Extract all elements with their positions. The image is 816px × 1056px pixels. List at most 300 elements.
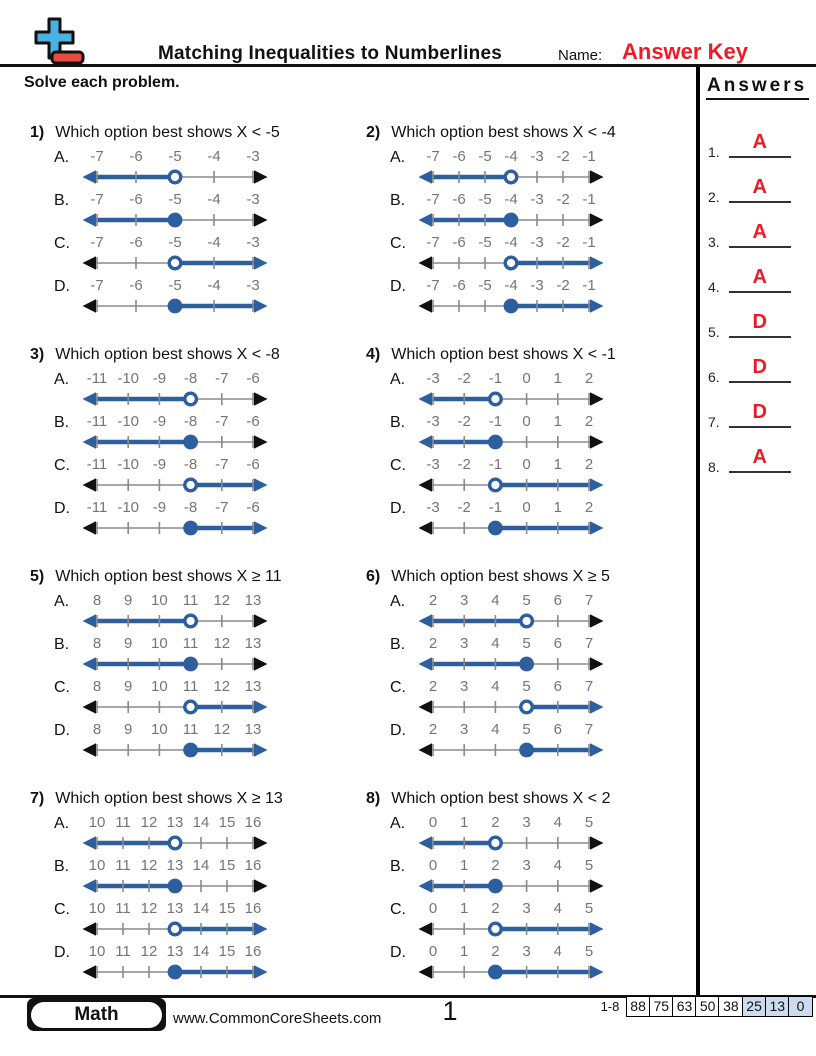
svg-text:-1: -1	[582, 277, 596, 294]
answer-item	[706, 203, 809, 248]
svg-text:-7: -7	[215, 413, 229, 430]
svg-text:16: 16	[244, 814, 262, 831]
main-area	[0, 67, 816, 995]
svg-text:-6: -6	[452, 277, 466, 294]
problem-question-line	[30, 568, 366, 586]
svg-text:-6: -6	[246, 456, 260, 473]
svg-text:4: 4	[491, 721, 500, 738]
svg-text:-8: -8	[183, 413, 198, 430]
svg-text:-1: -1	[582, 234, 596, 251]
answer-blank	[729, 132, 791, 158]
problem-question: Which option best shows X < -8	[55, 346, 280, 363]
svg-text:2: 2	[428, 635, 438, 652]
answer-letter: D	[752, 356, 767, 378]
answer-item	[706, 383, 809, 428]
problem	[30, 338, 366, 560]
svg-text:12: 12	[213, 592, 231, 609]
svg-text:-3: -3	[246, 191, 260, 208]
score-cell: 0	[788, 996, 813, 1017]
svg-text:0: 0	[428, 814, 438, 831]
svg-text:5: 5	[522, 592, 531, 609]
svg-text:10: 10	[151, 635, 168, 652]
svg-text:-2: -2	[457, 456, 471, 473]
svg-text:-2: -2	[556, 191, 570, 208]
svg-text:-5: -5	[168, 277, 182, 294]
option-letter: A.	[54, 815, 70, 832]
svg-text:2: 2	[428, 592, 438, 609]
svg-text:5: 5	[522, 635, 531, 652]
svg-text:5: 5	[584, 943, 594, 960]
answer-letter: A	[752, 221, 767, 243]
svg-text:0: 0	[428, 857, 438, 874]
option-letter: B.	[390, 192, 406, 209]
number-line	[416, 147, 606, 189]
svg-text:7: 7	[584, 592, 594, 609]
svg-text:3: 3	[522, 814, 531, 831]
answer-option	[30, 455, 366, 498]
svg-text:11: 11	[182, 721, 199, 738]
svg-text:-5: -5	[168, 148, 182, 165]
number-line	[416, 233, 606, 275]
svg-text:-6: -6	[246, 370, 260, 387]
svg-text:-10: -10	[117, 413, 140, 430]
number-line	[416, 455, 606, 497]
problem-question-line	[30, 346, 366, 364]
svg-text:7: 7	[584, 635, 594, 652]
problem	[30, 116, 366, 338]
svg-text:-2: -2	[457, 370, 471, 387]
svg-text:2: 2	[584, 413, 594, 430]
svg-text:-7: -7	[90, 191, 104, 208]
answer-blank	[729, 177, 791, 203]
svg-text:12: 12	[140, 900, 158, 917]
answer-item	[706, 113, 809, 158]
option-letter: C.	[390, 457, 406, 474]
answer-option	[30, 899, 366, 942]
svg-text:1: 1	[460, 943, 469, 960]
number-line	[80, 233, 270, 275]
svg-text:-6: -6	[452, 234, 466, 251]
svg-text:10: 10	[151, 678, 168, 695]
option-letter: D.	[390, 722, 406, 739]
svg-text:13: 13	[244, 592, 262, 609]
score-cell: 88	[626, 996, 651, 1017]
number-line	[416, 720, 606, 762]
answer-number: 4.	[708, 279, 720, 295]
number-line	[416, 677, 606, 719]
svg-text:-7: -7	[90, 148, 104, 165]
svg-text:5: 5	[584, 857, 594, 874]
svg-text:15: 15	[218, 943, 236, 960]
problem-question: Which option best shows X < -4	[391, 124, 616, 141]
option-letter: C.	[54, 235, 70, 252]
svg-text:9: 9	[124, 592, 133, 609]
svg-text:1: 1	[553, 456, 562, 473]
svg-text:11: 11	[182, 678, 199, 695]
problem-number: 4)	[366, 346, 381, 363]
svg-text:14: 14	[192, 943, 210, 960]
svg-text:3: 3	[460, 721, 469, 738]
svg-text:-3: -3	[530, 191, 544, 208]
svg-text:1: 1	[553, 499, 562, 516]
number-line	[80, 591, 270, 633]
number-line	[416, 498, 606, 540]
problem-question: Which option best shows X ≥ 11	[55, 568, 282, 585]
number-line	[80, 276, 270, 318]
option-letter: D.	[54, 278, 70, 295]
svg-text:13: 13	[166, 857, 184, 874]
number-line	[80, 147, 270, 189]
answer-option	[30, 276, 366, 319]
answer-blank	[729, 447, 791, 473]
svg-text:-7: -7	[215, 456, 229, 473]
svg-text:-6: -6	[129, 277, 143, 294]
option-list	[30, 813, 366, 985]
svg-text:-11: -11	[86, 413, 108, 430]
answer-number: 6.	[708, 369, 720, 385]
svg-text:11: 11	[182, 592, 199, 609]
problems-grid	[30, 116, 696, 1004]
option-letter: C.	[54, 457, 70, 474]
answer-option	[366, 369, 696, 412]
answer-letter: D	[752, 311, 767, 333]
svg-text:4: 4	[491, 678, 500, 695]
problem-question: Which option best shows X ≥ 5	[391, 568, 610, 585]
svg-text:-7: -7	[90, 277, 104, 294]
svg-text:-8: -8	[183, 499, 198, 516]
svg-text:14: 14	[192, 900, 210, 917]
svg-text:-1: -1	[582, 148, 596, 165]
svg-text:7: 7	[584, 678, 594, 695]
svg-text:-3: -3	[530, 234, 544, 251]
svg-text:1: 1	[460, 900, 469, 917]
answer-number: 1.	[708, 144, 720, 160]
option-letter: B.	[54, 414, 70, 431]
svg-text:1: 1	[553, 370, 562, 387]
number-line	[416, 591, 606, 633]
problem-question-line	[366, 790, 696, 808]
svg-text:3: 3	[522, 943, 531, 960]
answer-option	[30, 233, 366, 276]
answer-option	[366, 276, 696, 319]
svg-text:-7: -7	[90, 234, 104, 251]
option-list	[366, 369, 696, 541]
svg-text:2: 2	[428, 678, 438, 695]
option-letter: A.	[390, 593, 406, 610]
svg-text:-3: -3	[246, 148, 260, 165]
answer-option	[366, 233, 696, 276]
option-letter: A.	[390, 149, 406, 166]
option-list	[366, 591, 696, 763]
svg-text:0: 0	[428, 900, 438, 917]
answer-option	[30, 942, 366, 985]
number-line	[80, 369, 270, 411]
svg-text:2: 2	[584, 499, 594, 516]
svg-text:-9: -9	[152, 370, 167, 387]
svg-text:-3: -3	[426, 456, 440, 473]
answer-item	[706, 338, 809, 383]
option-letter: A.	[390, 371, 406, 388]
score-cell: 63	[672, 996, 697, 1017]
svg-text:-8: -8	[183, 456, 198, 473]
problem-question: Which option best shows X < 2	[391, 790, 611, 807]
svg-text:8: 8	[92, 678, 102, 695]
problem-number: 8)	[366, 790, 381, 807]
answer-letter: A	[752, 446, 767, 468]
score-table	[601, 996, 813, 1017]
svg-text:-3: -3	[426, 413, 440, 430]
answer-option	[366, 412, 696, 455]
answer-item	[706, 158, 809, 203]
option-letter: B.	[54, 192, 70, 209]
svg-text:6: 6	[553, 592, 562, 609]
svg-text:-1: -1	[488, 413, 503, 430]
svg-text:2: 2	[584, 370, 594, 387]
number-line	[80, 942, 270, 984]
svg-text:-2: -2	[556, 277, 570, 294]
svg-text:5: 5	[584, 900, 594, 917]
svg-text:-6: -6	[129, 191, 143, 208]
svg-text:0: 0	[522, 456, 531, 473]
svg-text:12: 12	[140, 857, 158, 874]
option-letter: A.	[390, 815, 406, 832]
option-letter: D.	[54, 944, 70, 961]
score-cell: 25	[742, 996, 767, 1017]
svg-text:12: 12	[213, 635, 231, 652]
svg-text:-1: -1	[488, 370, 503, 387]
svg-text:0: 0	[522, 370, 531, 387]
score-cell: 38	[718, 996, 743, 1017]
score-range-label: 1-8	[600, 999, 620, 1014]
svg-text:9: 9	[124, 721, 133, 738]
answer-option	[30, 369, 366, 412]
svg-text:3: 3	[460, 592, 469, 609]
answer-letter: A	[752, 266, 767, 288]
option-list	[366, 813, 696, 985]
option-list	[30, 147, 366, 319]
answer-option	[366, 455, 696, 498]
svg-text:-3: -3	[426, 499, 440, 516]
svg-text:-7: -7	[426, 277, 440, 294]
answers-column	[700, 67, 816, 995]
svg-text:-4: -4	[504, 277, 518, 294]
svg-text:12: 12	[213, 678, 231, 695]
svg-text:-3: -3	[426, 370, 440, 387]
answer-option	[366, 720, 696, 763]
svg-text:-4: -4	[207, 277, 221, 294]
option-letter: D.	[390, 944, 406, 961]
number-line	[80, 856, 270, 898]
svg-text:-7: -7	[426, 191, 440, 208]
svg-text:6: 6	[553, 678, 562, 695]
answer-blank	[729, 222, 791, 248]
svg-text:-4: -4	[504, 148, 518, 165]
svg-text:8: 8	[92, 635, 102, 652]
answer-number: 3.	[708, 234, 720, 250]
answer-option	[366, 147, 696, 190]
answer-option	[30, 677, 366, 720]
name-answer-key: Answer Key	[622, 39, 748, 64]
svg-text:0: 0	[522, 499, 531, 516]
problem-number: 2)	[366, 124, 381, 141]
svg-text:1: 1	[460, 814, 469, 831]
svg-text:-1: -1	[488, 499, 503, 516]
svg-text:-5: -5	[478, 148, 492, 165]
option-letter: C.	[54, 901, 70, 918]
svg-text:15: 15	[218, 857, 236, 874]
option-list	[30, 591, 366, 763]
number-line	[80, 455, 270, 497]
answer-option	[30, 634, 366, 677]
svg-text:9: 9	[124, 635, 133, 652]
number-line	[416, 276, 606, 318]
option-letter: B.	[390, 636, 406, 653]
svg-text:-7: -7	[215, 370, 229, 387]
svg-text:2: 2	[584, 456, 594, 473]
option-letter: C.	[390, 901, 406, 918]
number-line	[416, 899, 606, 941]
svg-text:-10: -10	[117, 499, 140, 516]
score-cells	[627, 996, 813, 1017]
number-line	[80, 813, 270, 855]
problem-question-line	[366, 568, 696, 586]
svg-text:3: 3	[522, 857, 531, 874]
svg-text:15: 15	[218, 900, 236, 917]
option-letter: D.	[390, 278, 406, 295]
svg-text:-7: -7	[215, 499, 229, 516]
svg-text:3: 3	[460, 635, 469, 652]
svg-text:-4: -4	[504, 191, 518, 208]
problem-question: Which option best shows X < -1	[391, 346, 616, 363]
svg-text:-5: -5	[478, 234, 492, 251]
svg-text:-11: -11	[86, 499, 108, 516]
problems-area	[0, 67, 696, 995]
svg-text:2: 2	[428, 721, 438, 738]
svg-text:11: 11	[115, 814, 131, 831]
option-letter: B.	[54, 636, 70, 653]
svg-text:13: 13	[244, 635, 262, 652]
svg-text:13: 13	[166, 814, 184, 831]
svg-text:-1: -1	[488, 456, 503, 473]
answer-item	[706, 293, 809, 338]
number-line	[80, 720, 270, 762]
math-badge-label: Math	[31, 1002, 162, 1028]
number-line	[416, 190, 606, 232]
problem-question-line	[366, 124, 696, 142]
svg-text:1: 1	[460, 857, 469, 874]
answer-option	[366, 634, 696, 677]
number-line	[80, 899, 270, 941]
svg-text:12: 12	[140, 943, 158, 960]
svg-text:10: 10	[151, 721, 168, 738]
number-line	[416, 856, 606, 898]
answer-option	[30, 720, 366, 763]
answer-number: 2.	[708, 189, 720, 205]
svg-text:1: 1	[553, 413, 562, 430]
svg-text:4: 4	[491, 592, 500, 609]
svg-text:0: 0	[522, 413, 531, 430]
svg-text:-5: -5	[168, 234, 182, 251]
svg-text:10: 10	[88, 900, 106, 917]
svg-text:11: 11	[115, 943, 131, 960]
problem	[366, 116, 696, 338]
svg-text:-6: -6	[246, 499, 260, 516]
number-line	[80, 677, 270, 719]
svg-text:-8: -8	[183, 370, 198, 387]
svg-text:11: 11	[115, 857, 131, 874]
answer-option	[366, 591, 696, 634]
svg-text:2: 2	[491, 814, 500, 831]
svg-text:-4: -4	[207, 148, 221, 165]
score-cell: 13	[765, 996, 790, 1017]
answer-letter: A	[752, 176, 767, 198]
problem-question-line	[30, 124, 366, 142]
problem	[30, 560, 366, 782]
answer-option	[366, 813, 696, 856]
svg-text:13: 13	[244, 678, 262, 695]
svg-text:-2: -2	[556, 234, 570, 251]
answer-option	[366, 899, 696, 942]
svg-text:16: 16	[244, 857, 262, 874]
svg-text:4: 4	[553, 943, 562, 960]
problem-question: Which option best shows X < -5	[55, 124, 280, 141]
svg-text:-3: -3	[246, 234, 260, 251]
option-letter: A.	[54, 371, 70, 388]
answer-number: 7.	[708, 414, 720, 430]
number-line	[80, 190, 270, 232]
problem-number: 5)	[30, 568, 45, 585]
svg-text:9: 9	[124, 678, 133, 695]
svg-text:10: 10	[151, 592, 168, 609]
number-line	[80, 634, 270, 676]
answer-option	[366, 942, 696, 985]
number-line	[80, 498, 270, 540]
svg-text:11: 11	[115, 900, 131, 917]
svg-text:-2: -2	[457, 413, 471, 430]
svg-text:-10: -10	[117, 370, 140, 387]
svg-text:2: 2	[491, 900, 500, 917]
plus-minus-logo-icon	[32, 17, 90, 69]
svg-text:-6: -6	[129, 148, 143, 165]
problem-number: 7)	[30, 790, 45, 807]
svg-text:12: 12	[140, 814, 158, 831]
option-letter: A.	[54, 149, 70, 166]
svg-text:8: 8	[92, 592, 102, 609]
svg-text:-2: -2	[556, 148, 570, 165]
answer-number: 5.	[708, 324, 720, 340]
website-url: www.CommonCoreSheets.com	[173, 1010, 382, 1027]
math-badge	[27, 998, 166, 1031]
svg-text:2: 2	[491, 943, 500, 960]
answer-option	[366, 856, 696, 899]
answer-blank	[729, 402, 791, 428]
number-line	[416, 942, 606, 984]
svg-text:-3: -3	[246, 277, 260, 294]
svg-text:6: 6	[553, 635, 562, 652]
option-letter: C.	[390, 235, 406, 252]
svg-text:5: 5	[522, 721, 531, 738]
answer-option	[366, 677, 696, 720]
svg-text:-3: -3	[530, 277, 544, 294]
svg-text:13: 13	[244, 721, 262, 738]
problem-number: 1)	[30, 124, 45, 141]
svg-text:-10: -10	[117, 456, 140, 473]
problem-question: Which option best shows X ≥ 13	[55, 790, 283, 807]
svg-text:10: 10	[88, 943, 106, 960]
svg-text:3: 3	[460, 678, 469, 695]
number-line	[416, 634, 606, 676]
answer-number: 8.	[708, 459, 720, 475]
